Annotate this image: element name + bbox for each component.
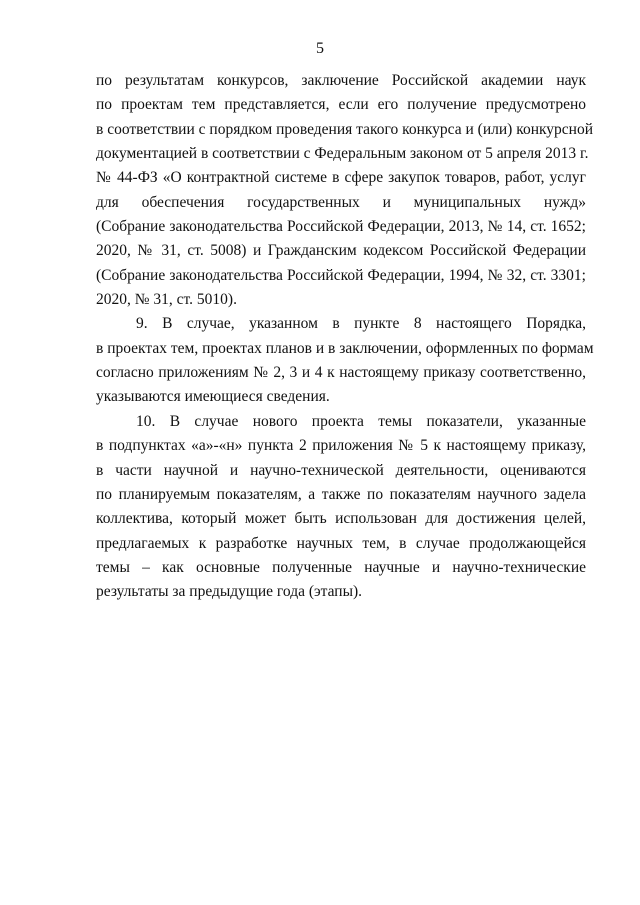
text-line: 10. В случае нового проекта темы показатели, указанные: [136, 412, 586, 430]
text-line: результаты за предыдущие года (этапы).: [96, 583, 363, 601]
text-line: в подпунктах «а»-«н» пункта 2 приложения № 5 к настоящему приказу,: [96, 437, 586, 455]
paragraph-item-10: [96, 410, 586, 605]
text-line: согласно приложениям № 2, 3 и 4 к настоящему приказу соответственно,: [96, 364, 586, 382]
document-body: [96, 69, 594, 605]
text-line: в соответствии с порядком проведения такого конкурса и (или) конкурсной: [96, 120, 594, 138]
text-line: документацией в соответствии с Федеральным законом от 5 апреля 2013 г.: [96, 145, 589, 163]
text-line: по проектам тем представляется, если его получение предусмотрено: [96, 96, 586, 114]
text-line: указываются имеющиеся сведения.: [96, 388, 330, 406]
text-line: темы – как основные полученные научные и научно-технические: [96, 558, 586, 576]
text-line: предлагаемых к разработке научных тем, в случае продолжающейся: [96, 534, 586, 552]
text-line: в части научной и научно-технической деятельности, оцениваются: [96, 461, 586, 479]
text-line: № 44-ФЗ «О контрактной системе в сфере закупок товаров, работ, услуг: [96, 169, 586, 187]
text-line: 9. В случае, указанном в пункте 8 настоящего Порядка,: [136, 315, 586, 333]
text-line: по результатам конкурсов, заключение Российской академии наук: [96, 72, 586, 89]
text-line: в проектах тем, проектах планов и в заключении, оформленных по формам: [96, 339, 594, 357]
paragraph-item-9: [96, 312, 594, 409]
page-number: 5: [316, 40, 324, 57]
text-line: (Собрание законодательства Российской Федерации, 2013, № 14, ст. 1652;: [96, 218, 586, 236]
paragraph-continuation: [96, 69, 594, 312]
text-line: коллектива, который может быть использован для достижения целей,: [96, 510, 586, 528]
text-line: по планируемым показателям, а также по показателям научного задела: [96, 485, 586, 503]
text-line: 2020, № 31, ст. 5010).: [96, 291, 237, 309]
text-line: 2020, № 31, ст. 5008) и Гражданским кодексом Российской Федерации: [96, 242, 586, 260]
text-line: (Собрание законодательства Российской Федерации, 1994, № 32, ст. 3301;: [96, 266, 586, 284]
text-line: для обеспечения государственных и муниципальных нужд»: [96, 193, 586, 211]
